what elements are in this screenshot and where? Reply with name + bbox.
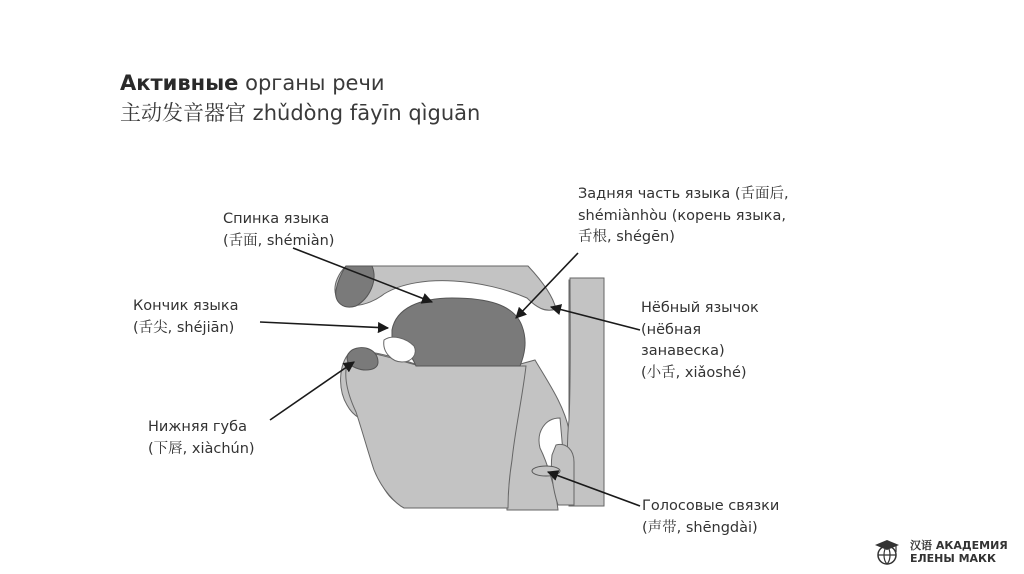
logo-line-2: ЕЛЕНЫ МАКК	[910, 552, 997, 565]
academy-logo	[872, 537, 1008, 567]
jaw-and-pharynx	[346, 352, 526, 508]
arrow-tip	[260, 322, 388, 328]
title-rest: органы речи	[245, 71, 385, 95]
label-tongue-tip: Кончик языка (舌尖, shéjiān)	[133, 298, 239, 336]
label-vocal-cords: Голосовые связки (声带, shēngdài)	[642, 498, 780, 536]
label-uvula: Нёбный язычок (нёбная занавеска) (小舌, xiǎoshé)	[641, 300, 759, 381]
label-back-of-tongue: Задняя часть языка (舌面后, shémiànhòu (корень языка, 舌根, shégēn)	[578, 186, 789, 245]
title-bold-word: Активные	[120, 71, 239, 95]
logo-line-1: 汉语 АКАДЕМИЯ	[910, 539, 1008, 552]
graduation-cap-globe-icon	[872, 537, 902, 567]
label-lower-lip: Нижняя губа (下唇, xiàchún)	[148, 419, 255, 457]
label-dorsum: Спинка языка (舌面, shémiàn)	[223, 211, 335, 249]
title-line-2: 主动发音器官 zhǔdòng fāyīn qìguān	[120, 101, 481, 125]
